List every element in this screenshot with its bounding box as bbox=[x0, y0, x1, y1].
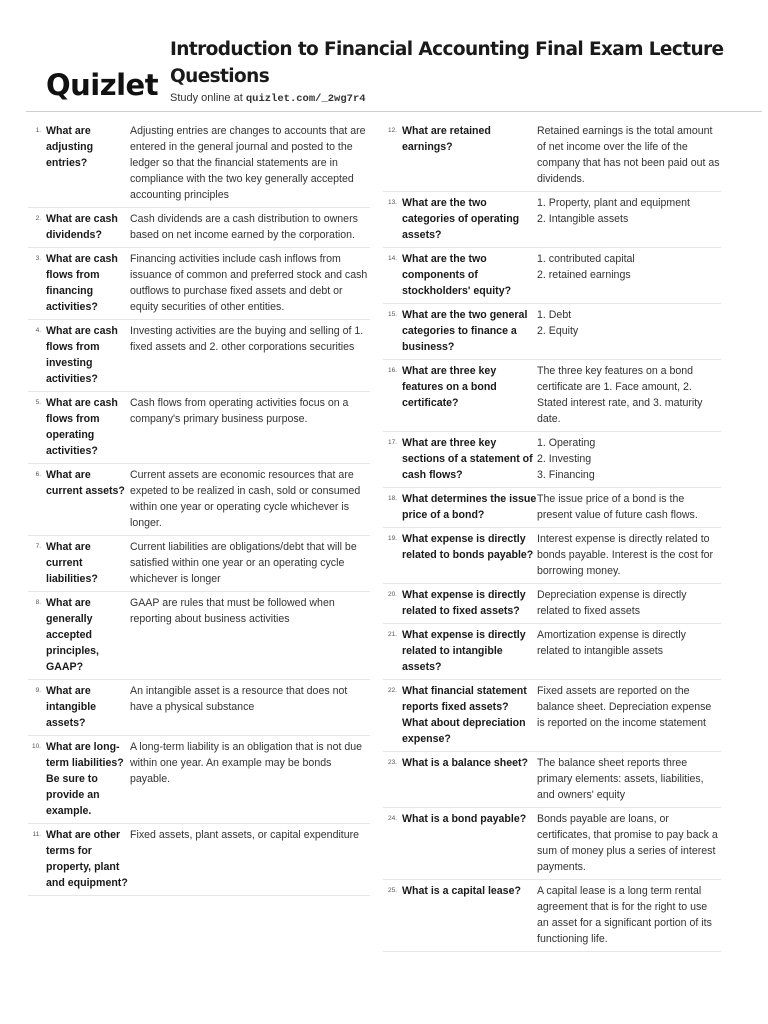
flashcard-term: What are three key sections of a statement of cash flows? bbox=[402, 437, 533, 481]
flashcard-row bbox=[383, 624, 721, 680]
flashcard-definition-line: 1. Property, plant and equipment bbox=[537, 197, 690, 209]
flashcard-term: What are long-term liabilities? Be sure to provide an example. bbox=[46, 741, 124, 817]
flashcard-definition bbox=[130, 251, 370, 315]
flashcard-definition-line: The three key features on a bond certificate are 1. Face amount, 2. Stated interest rate, and 3. maturity date. bbox=[537, 365, 703, 425]
flashcard-definition-line: Amortization expense is directly related to intangible assets bbox=[537, 629, 686, 657]
flashcard-definition bbox=[130, 395, 370, 427]
flashcard-row bbox=[383, 584, 721, 624]
flashcard-definition-line: Investing activities are the buying and selling of 1. fixed assets and 2. other corporations securities bbox=[130, 325, 364, 353]
study-online-line bbox=[170, 92, 366, 105]
flashcard-term: What are current liabilities? bbox=[46, 541, 98, 585]
flashcard-definition-line: The issue price of a bond is the present value of future cash flows. bbox=[537, 493, 698, 521]
flashcard-number: 21. bbox=[387, 631, 397, 638]
flashcard-number: 12. bbox=[387, 127, 397, 134]
study-online-link[interactable]: quizlet.com/_2wg7r4 bbox=[245, 93, 366, 105]
flashcard-number: 24. bbox=[387, 815, 397, 822]
flashcard-term: What are other terms for property, plant and equipment? bbox=[46, 829, 128, 889]
flashcard-row bbox=[28, 392, 370, 464]
flashcard-term: What are adjusting entries? bbox=[46, 125, 94, 169]
flashcard-row bbox=[28, 120, 370, 208]
flashcard-row bbox=[383, 120, 721, 192]
flashcard-definition-line: 1. Operating bbox=[537, 437, 596, 449]
flashcard-definition bbox=[537, 363, 721, 427]
flashcard-definition-line: Current liabilities are obligations/debt that will be satisfied within one year or an operating cycle whichever is longer bbox=[130, 541, 357, 585]
flashcard-definition-line: Financing activities include cash inflows from issuance of common and preferred stock and cash outflows to purchase fixed assets and debt or equity securities of other entities. bbox=[130, 253, 368, 313]
flashcard-definition-line: 2. Investing bbox=[537, 453, 592, 465]
flashcard-row bbox=[28, 464, 370, 536]
flashcard-number: 4. bbox=[35, 327, 41, 334]
flashcard-row bbox=[28, 736, 370, 824]
flashcard-row bbox=[383, 192, 721, 248]
flashcard-number: 11. bbox=[32, 831, 41, 838]
flashcard-definition-line: Retained earnings is the total amount of net income over the life of the company that has not been paid out as dividends. bbox=[537, 125, 720, 185]
flashcard-row bbox=[28, 824, 370, 896]
flashcard-term: What is a bond payable? bbox=[402, 813, 527, 825]
flashcard-number: 2. bbox=[35, 215, 41, 222]
flashcard-definition bbox=[537, 251, 721, 283]
flashcard-definition-line: Cash flows from operating activities focus on a company's primary business purpose. bbox=[130, 397, 349, 425]
flashcard-column-left bbox=[28, 120, 370, 896]
flashcard-definition bbox=[130, 827, 370, 843]
flashcard-number: 6. bbox=[35, 471, 41, 478]
flashcard-definition bbox=[130, 123, 370, 203]
flashcard-term: What is a balance sheet? bbox=[402, 757, 528, 769]
flashcard-term: What are the two categories of operating assets? bbox=[402, 197, 520, 241]
flashcard-row bbox=[383, 432, 721, 488]
flashcard-term: What are current assets? bbox=[46, 469, 125, 497]
flashcard-number: 25. bbox=[387, 887, 397, 894]
flashcard-definition bbox=[537, 435, 721, 483]
flashcard-term: What are retained earnings? bbox=[402, 125, 491, 153]
flashcard-definition bbox=[130, 211, 370, 243]
flashcard-definition bbox=[537, 811, 721, 875]
flashcard-definition-line: Adjusting entries are changes to accounts that are entered in the general journal and posted to the ledger so that the financial statements are in compliance with the two key generally accepted accounting principles bbox=[130, 125, 366, 201]
flashcard-definition-line: 1. Debt bbox=[537, 309, 572, 321]
flashcard-definition bbox=[537, 755, 721, 803]
flashcard-definition-line: 2. Equity bbox=[537, 325, 579, 337]
flashcard-definition bbox=[130, 323, 370, 355]
flashcard-number: 7. bbox=[35, 543, 41, 550]
flashcard-row bbox=[383, 880, 721, 952]
flashcard-number: 10. bbox=[31, 743, 41, 750]
flashcard-term: What expense is directly related to bonds payable? bbox=[402, 533, 534, 561]
flashcard-row bbox=[28, 208, 370, 248]
flashcard-row bbox=[383, 680, 721, 752]
flashcard-definition bbox=[537, 491, 721, 523]
flashcard-term: What are generally accepted principles, GAAP? bbox=[46, 597, 99, 673]
flashcard-definition bbox=[130, 739, 370, 787]
flashcard-term: What are the two components of stockholders' equity? bbox=[402, 253, 512, 297]
flashcard-number: 15. bbox=[387, 311, 397, 318]
flashcard-row bbox=[28, 536, 370, 592]
flashcard-term: What are cash dividends? bbox=[46, 213, 118, 241]
flashcard-definition bbox=[537, 195, 721, 227]
flashcard-definition bbox=[130, 683, 370, 715]
flashcard-definition-line: An intangible asset is a resource that does not have a physical substance bbox=[130, 685, 348, 713]
flashcard-term: What is a capital lease? bbox=[402, 885, 521, 897]
flashcard-number: 9. bbox=[35, 687, 41, 694]
flashcard-term: What are cash flows from financing activities? bbox=[46, 253, 118, 313]
flashcard-number: 13. bbox=[387, 199, 397, 206]
flashcard-term: What expense is directly related to fixed assets? bbox=[402, 589, 526, 617]
flashcard-term: What determines the issue price of a bond? bbox=[402, 493, 537, 521]
quizlet-logo[interactable]: Quizlet bbox=[46, 68, 159, 102]
flashcard-definition-line: Interest expense is directly related to bonds payable. Interest is the cost for borrowing money. bbox=[537, 533, 714, 577]
flashcard-term: What are cash flows from investing activities? bbox=[46, 325, 118, 385]
flashcard-term: What are intangible assets? bbox=[46, 685, 97, 729]
flashcard-definition-line: A long-term liability is an obligation that is not due within one year. An example may be bonds payable. bbox=[130, 741, 363, 785]
flashcard-number: 17. bbox=[387, 439, 397, 446]
flashcard-definition bbox=[537, 123, 721, 187]
flashcard-definition bbox=[537, 627, 721, 659]
flashcard-term: What financial statement reports fixed assets? What about depreciation expense? bbox=[402, 685, 527, 745]
flashcard-definition bbox=[130, 595, 370, 627]
flashcard-row bbox=[383, 808, 721, 880]
flashcard-definition-line: GAAP are rules that must be followed when reporting about business activities bbox=[130, 597, 335, 625]
flashcard-definition-line: 1. contributed capital bbox=[537, 253, 635, 265]
flashcard-term: What are three key features on a bond certificate? bbox=[402, 365, 497, 409]
flashcard-definition bbox=[537, 531, 721, 579]
flashcard-row bbox=[28, 592, 370, 680]
flashcard-definition bbox=[537, 307, 721, 339]
flashcard-number: 8. bbox=[35, 599, 41, 606]
flashcard-row bbox=[383, 248, 721, 304]
flashcard-definition-line: Depreciation expense is directly related to fixed assets bbox=[537, 589, 687, 617]
flashcard-term: What are cash flows from operating activities? bbox=[46, 397, 118, 457]
flashcard-definition bbox=[537, 883, 721, 947]
flashcard-row bbox=[28, 320, 370, 392]
flashcard-definition-line: Fixed assets, plant assets, or capital expenditure bbox=[130, 829, 360, 841]
header-divider bbox=[26, 111, 762, 112]
flashcard-definition-line: Current assets are economic resources that are expeted to be realized in cash, sold or consumed within one year or operating cycle whichever is longer. bbox=[130, 469, 361, 529]
flashcard-number: 23. bbox=[387, 759, 397, 766]
flashcard-number: 3. bbox=[35, 255, 41, 262]
flashcard-definition bbox=[537, 587, 721, 619]
flashcard-row bbox=[383, 360, 721, 432]
flashcard-number: 19. bbox=[387, 535, 397, 542]
flashcard-column-right bbox=[383, 120, 721, 952]
flashcard-row bbox=[28, 680, 370, 736]
flashcard-number: 18. bbox=[387, 495, 397, 502]
flashcard-definition-line: Bonds payable are loans, or certificates, that promise to pay back a sum of money plus a series of interest payments. bbox=[537, 813, 718, 873]
flashcard-number: 1. bbox=[35, 127, 41, 134]
flashcard-row bbox=[383, 304, 721, 360]
flashcard-definition bbox=[130, 539, 370, 587]
flashcard-definition bbox=[537, 683, 721, 731]
flashcard-number: 20. bbox=[387, 591, 397, 598]
flashcard-definition-line: Cash dividends are a cash distribution to owners based on net income earned by the corporation. bbox=[130, 213, 358, 241]
flashcard-definition-line: 3. Financing bbox=[537, 469, 595, 481]
flashcard-term: What are the two general categories to finance a business? bbox=[402, 309, 528, 353]
page-header bbox=[0, 0, 768, 112]
flashcard-number: 5. bbox=[35, 399, 41, 406]
flashcard-row bbox=[383, 528, 721, 584]
flashcard-number: 16. bbox=[387, 367, 397, 374]
flashcard-definition-line: A capital lease is a long term rental agreement that is for the right to use an asset for a significant portion of its functioning life. bbox=[537, 885, 712, 945]
flashcard-row bbox=[383, 752, 721, 808]
study-online-label: Study online at bbox=[170, 92, 246, 104]
flashcard-definition-line: The balance sheet reports three primary elements: assets, liabilities, and owners' equity bbox=[537, 757, 704, 801]
flashcard-number: 14. bbox=[387, 255, 397, 262]
flashcard-row bbox=[28, 248, 370, 320]
flashcard-number: 22. bbox=[387, 687, 397, 694]
flashcard-definition-line: 2. retained earnings bbox=[537, 269, 631, 281]
flashcard-definition-line: 2. Intangible assets bbox=[537, 213, 629, 225]
flashcard-row bbox=[383, 488, 721, 528]
flashcard-definition-line: Fixed assets are reported on the balance sheet. Depreciation expense is reported on the income statement bbox=[537, 685, 712, 729]
page-title: Introduction to Financial Accounting Final Exam Lecture Questions bbox=[170, 39, 724, 87]
flashcard-term: What expense is directly related to intangible assets? bbox=[402, 629, 526, 673]
flashcard-definition bbox=[130, 467, 370, 531]
